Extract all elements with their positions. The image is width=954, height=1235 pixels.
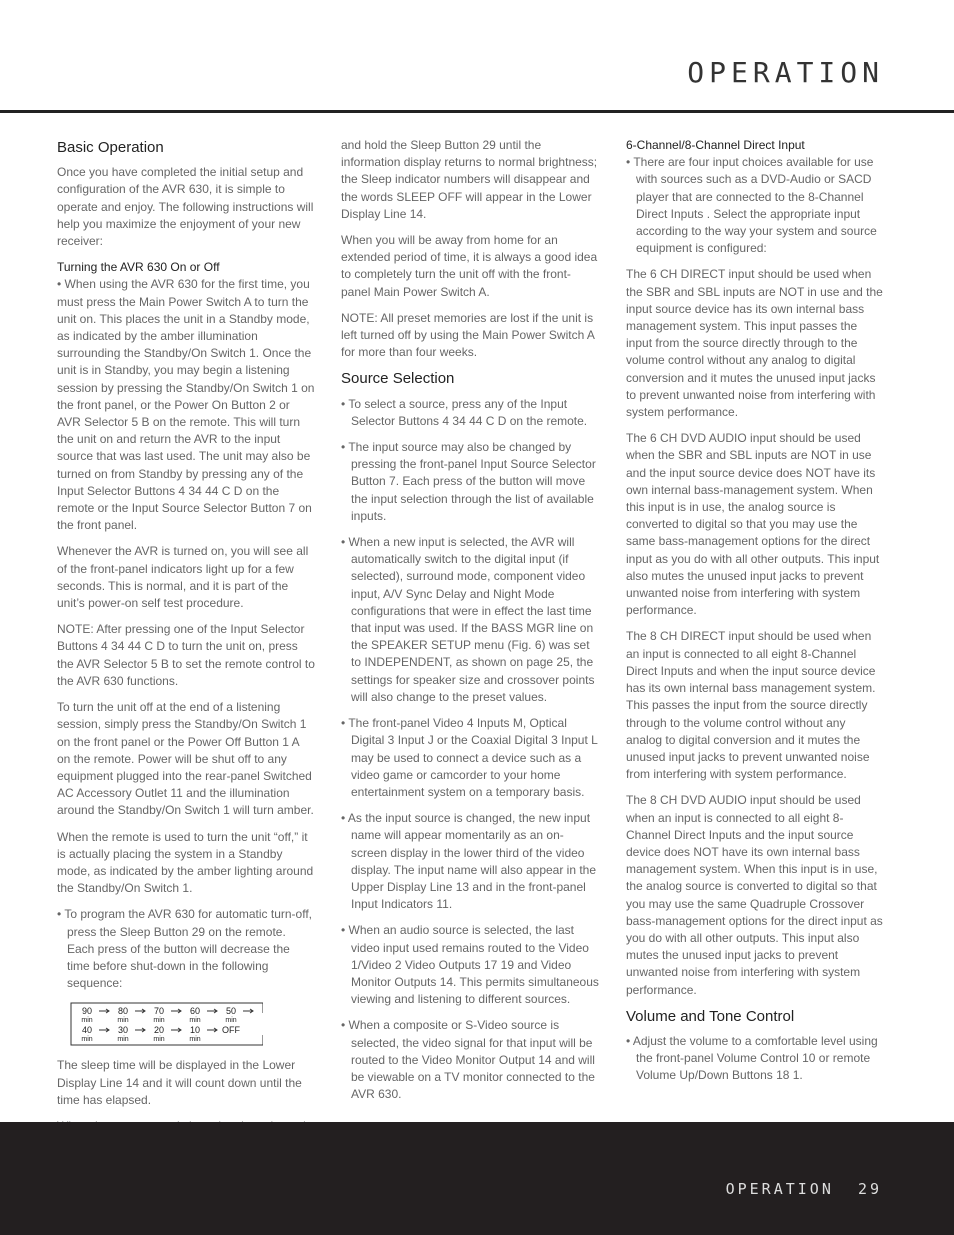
- sleep-sequence-value: 60: [189, 1006, 201, 1017]
- 8ch-dvd-audio-paragraph: The 8 CH DVD AUDIO input should be used when an input is connected to all eight 8-Channel Direct Inputs and the input source device does NOT have its own internal bass management system. When this input is in use, the analog source is converted to digital so that you may use the same Quadruple Crossover bass-management options for the direct input as you do with all other outputs. This input also mutes the unused input jacks to prevent unwanted noise from interfering with system performance.: [626, 793, 883, 997]
- sleep-sequence-unit: min: [189, 1036, 201, 1044]
- 8ch-direct-paragraph: The 8 CH DIRECT input should be used when an input is connected to all eight 8-Channel Direct Inputs and when the input source device has its own internal bass management system. This passes the input from the source directly through to the volume control without any analog to digital conversion and it mutes the unused input jacks to prevent unwanted noise from interfering with system performance.: [626, 629, 876, 782]
- column-3: [626, 137, 884, 1094]
- footer-band: [0, 1122, 954, 1235]
- column-1: [57, 137, 315, 1213]
- sleep-sequence-value: 20: [153, 1025, 165, 1036]
- footer-section: OPERATION: [725, 1180, 834, 1198]
- sleep-sequence-value: 30: [117, 1025, 129, 1036]
- arrow-right-icon: [135, 1028, 145, 1032]
- arrow-right-icon: [243, 1009, 253, 1013]
- arrow-right-icon: [171, 1028, 181, 1032]
- source-bullet-7: • When a composite or S-Video source is selected, the video signal for that input will be routed to the Video Monitor Output 14 and will be viewable on a TV monitor connected to the AVR 630.: [341, 1018, 595, 1102]
- arrow-right-icon: [135, 1009, 145, 1013]
- note-input-selector-paragraph: NOTE: After pressing one of the Input Selector Buttons 4 34 44 C D to turn the unit on, press the AVR Selector 5 B to set the remote control to the AVR 630 functions.: [57, 622, 315, 688]
- extended-period-paragraph: When you will be away from home for an extended period of time, it is always a good idea to completely turn the unit off with the front-panel Main Power Switch A.: [341, 233, 598, 299]
- header-rule: [0, 110, 954, 113]
- arrow-right-icon: [207, 1009, 217, 1013]
- sleep-sequence-unit: min: [225, 1017, 237, 1025]
- source-bullet-5: • As the input source is changed, the new input name will appear momentarily as an on-screen display in the lower third of the video display. The input name will also appear in the Upper Display Line 13 and in the front-panel Input Indicators 11.: [341, 811, 597, 912]
- arrow-right-icon: [99, 1028, 109, 1032]
- sleep-sequence-unit: min: [117, 1017, 129, 1025]
- turning-on-off-subheading: Turning the AVR 630 On or Off: [57, 260, 220, 275]
- sleep-sequence-value: 90: [81, 1006, 93, 1017]
- sleep-sequence-value: 70: [153, 1006, 165, 1017]
- preset-memory-note: NOTE: All preset memories are lost if the unit is left turned off by using the Main Power Switch A for more than four weeks.: [341, 310, 595, 360]
- source-selection-heading: Source Selection: [341, 370, 455, 388]
- direct-input-subheading: 6-Channel/8-Channel Direct Input: [626, 138, 805, 152]
- source-bullet-6: • When an audio source is selected, the last video input used remains routed to the Video 1/Video 2 Video Outputs 17 19 and Video Monitor Outputs 14. This permits simultaneous viewing and listening to different sources.: [341, 923, 599, 1007]
- standby-paragraph: When the remote is used to turn the unit “off,” it is actually placing the system in a Standby mode, as indicated by the amber lighting around the Standby/On Switch 1.: [57, 829, 314, 896]
- source-bullet-2: • The input source may also be changed by pressing the front-panel Input Source Selector Button 7. Each press of the button will move the input selection through the list of available inputs.: [341, 440, 596, 523]
- column-2: [341, 137, 599, 1112]
- sleep-cancel-paragraph: and hold the Sleep Button 29 until the information display returns to normal brightness; the Sleep indicator numbers will disappear and the words SLEEP OFF will appear in the Lower Display Line 14.: [341, 138, 598, 221]
- sleep-sequence-unit: min: [153, 1017, 165, 1025]
- sleep-sequence-value: OFF: [222, 1025, 240, 1036]
- basic-operation-heading: Basic Operation: [57, 139, 164, 156]
- sleep-sequence-value: 80: [117, 1006, 129, 1017]
- arrow-right-icon: [99, 1009, 109, 1013]
- source-bullet-3: • When a new input is selected, the AVR will automatically switch to the digital input (if selected), surround mode, component video input, A/V Sync Delay and Night Mode configurations that were in effect the last time that input was used. If the BASS MGR line on the SPEAKER SETUP menu (Fig. 6) was set to INDEPENDENT, as shown on page 25, the settings for speaker size and crossover points will also change to the preset values.: [341, 535, 595, 704]
- footer-page-label: [726, 1180, 882, 1198]
- volume-bullet: • Adjust the volume to a comfortable level using the front-panel Volume Control 10 or remote Volume Up/Down Buttons 18 1.: [626, 1033, 878, 1083]
- 6ch-direct-paragraph: The 6 CH DIRECT input should be used when the SBR and SBL inputs are NOT in use and the input source device has its own internal bass management system. This input passes the input from the source directly through to the volume control without any analog to digital conversion and it mutes the unused input jacks to prevent unwanted noise from interfering with system performance.: [626, 267, 883, 420]
- arrow-right-icon: [207, 1028, 217, 1032]
- turn-off-paragraph: To turn the unit off at the end of a listening session, simply press the Standby/On Switch 1 on the front panel or the Power Off Button 1 A on the remote. Power will be shut off to any equipment plugged into the rear-panel Switched AC Accessory Outlet 11 and the illumination around the Standby/On Switch 1 will turn amber.: [57, 700, 314, 818]
- 6ch-dvd-audio-paragraph: The 6 CH DVD AUDIO input should be used when the SBR and SBL inputs are NOT in use and the input source device does NOT have its own internal bass-management system. When this input is in use, the analog source is converted to digital so that you may use the same bass-management options for the direct input as you do with all other outputs. This input also mutes the unused input jacks to prevent unwanted noise from interfering with system performance.: [626, 431, 880, 618]
- sleep-sequence-unit: min: [189, 1017, 201, 1025]
- page-header-title: OPERATION: [687, 56, 884, 89]
- sleep-sequence-unit: min: [117, 1036, 129, 1044]
- sleep-sequence-value: 40: [81, 1025, 93, 1036]
- sleep-program-paragraph: • To program the AVR 630 for automatic turn-off, press the Sleep Button 29 on the remote. Each press of the button will decrease the time before shut-down in the following sequence:: [57, 907, 312, 991]
- sleep-sequence-unit: min: [153, 1036, 165, 1044]
- sleep-sequence-value: 10: [189, 1025, 201, 1036]
- source-bullet-1: • To select a source, press any of the Input Selector Buttons 4 34 44 C D on the remote.: [341, 396, 588, 428]
- sleep-sequence-unit: min: [81, 1036, 93, 1044]
- source-bullet-4: • The front-panel Video 4 Inputs M, Optical Digital 3 Input J or the Coaxial Digital 3 Input L may be used to connect a device such as a video game or camcorder to your home entertainment system on a temporary basis.: [341, 716, 598, 799]
- sleep-sequence-diagram: [67, 1001, 263, 1047]
- sleep-display-paragraph: The sleep time will be displayed in the Lower Display Line 14 and it will count down until the time has elapsed.: [57, 1058, 302, 1107]
- self-test-paragraph: Whenever the AVR is turned on, you will see all of the front-panel indicators light up for a few seconds. This is normal, and it is part of the unit’s power-on self test procedure.: [57, 544, 309, 611]
- sleep-sequence-value: 50: [225, 1006, 237, 1017]
- intro-paragraph: Once you have completed the initial setup and configuration of the AVR 630, it is simple to operate and enjoy. The following instructions will help you maximize the enjoyment of your new receiver:: [57, 165, 314, 249]
- arrow-right-icon: [171, 1009, 181, 1013]
- volume-tone-heading: Volume and Tone Control: [626, 1007, 795, 1025]
- direct-input-bullet: • There are four input choices available for use with sources such as a DVD-Audio or SACD player that are connected to the 8-Channel Direct Inputs . Select the appropriate input according to the way your system and source equipment is configured:: [626, 155, 877, 256]
- footer-page-number: 29: [857, 1180, 882, 1198]
- power-on-paragraph: • When using the AVR 630 for the first time, you must press the Main Power Switch A to turn the unit on. This places the unit in a Standby mode, as indicated by the amber illumination surrounding the Standby/On Switch 1. Once the unit is in Standby, you may begin a listening session by pressing the Standby/On Switch 1 on the front panel, or the Power On Button 2 or AVR Selector 5 B on the remote. This will turn the unit on and return the AVR to the input source that was last used. The unit may also be turned on from Standby by pressing any of the Input Selector Buttons 4 34 44 C D on the remote or the Input Source Selector Button 7 on the front panel.: [57, 277, 315, 533]
- sleep-sequence-unit: min: [81, 1017, 93, 1025]
